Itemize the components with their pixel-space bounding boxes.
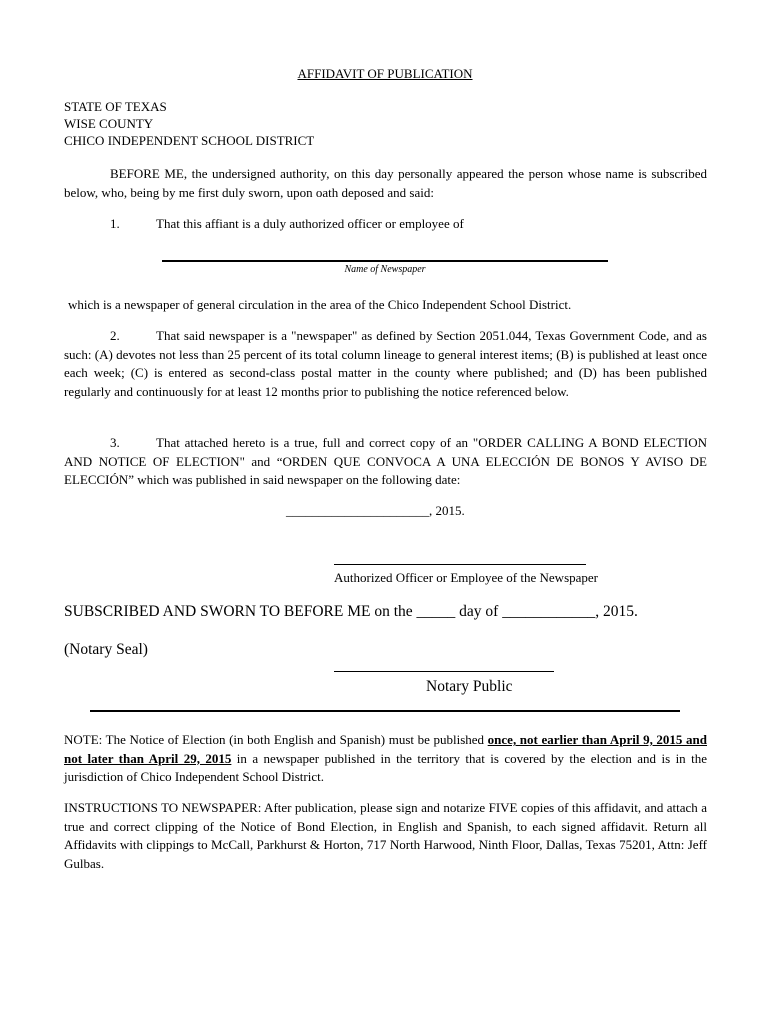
item-2-number: 2. (110, 328, 120, 343)
intro-text: BEFORE ME, the undersigned authority, on this day personally appeared the person whose name is subscribed below, who, being by me first duly sworn, upon oath deposed and said: (64, 166, 707, 200)
notary-seal-label: (Notary Seal) (64, 641, 148, 658)
intro-paragraph (64, 165, 707, 202)
item-3 (64, 434, 707, 490)
note-prefix: NOTE: The Notice of Election (in both English and Spanish) must be published (64, 732, 488, 747)
sworn-statement: SUBSCRIBED AND SWORN TO BEFORE ME on the _____ day of ____________, 2015. (64, 603, 638, 620)
notary-signature-line (334, 671, 554, 672)
item-2-text: That said newspaper is a "newspaper" as defined by Section 2051.044, Texas Government Code, and as such: (A) devotes not less than 25 percent of its total column lineage to general interest items; (B) is published at least once each week; (C) is entered as second-class postal matter in the county where published; and (D) has been published regularly and continuously for at least 12 months prior to publishing the notice referenced below. (64, 328, 707, 399)
newspaper-name-line (162, 260, 608, 262)
header-county: WISE COUNTY (64, 116, 154, 131)
document-title: AFFIDAVIT OF PUBLICATION (297, 66, 473, 81)
item-1-number: 1. (110, 216, 120, 231)
header-state: STATE OF TEXAS (64, 99, 167, 114)
officer-signature-line (334, 564, 586, 565)
item-2 (64, 327, 707, 401)
note-suffix: in a newspaper published in the territory that is covered by the election and is in the jurisdiction of Chico Independent School District. (64, 750, 707, 784)
header-district: CHICO INDEPENDENT SCHOOL DISTRICT (64, 133, 315, 148)
notary-public-label: Notary Public (426, 678, 513, 695)
publication-date-line: ______________________, 2015. (286, 503, 465, 518)
note-paragraph (64, 731, 707, 787)
item-1 (110, 215, 464, 232)
note-emphasis: once, not earlier than April 9, 2015 and not later than April 29, 2015 (64, 732, 708, 766)
officer-caption: Authorized Officer or Employee of the Newspaper (334, 570, 598, 585)
newspaper-name-caption: Name of Newspaper (344, 264, 426, 275)
section-divider (90, 710, 680, 712)
item-3-number: 3. (110, 435, 120, 450)
item-3-text: That attached hereto is a true, full and correct copy of an "ORDER CALLING A BOND ELECTION AND NOTICE OF ELECTION" and “ORDEN QUE CONVOCA A UNA ELECCIÓN DE BONOS Y AVISO DE ELECCIÓN” which was published in said newspaper on the following date: (64, 435, 707, 487)
circulation-text: which is a newspaper of general circulation in the area of the Chico Independent School District. (68, 297, 572, 312)
item-1-text: That this affiant is a duly authorized officer or employee of (156, 216, 464, 231)
instructions-paragraph: INSTRUCTIONS TO NEWSPAPER: After publication, please sign and notarize FIVE copies of this affidavit, and attach a true and correct clipping of the Notice of Bond Election, in English and Spanish, to each signed affidavit. Return all Affidavits with clippings to McCall, Parkhurst & Horton, 717 North Harwood, Ninth Floor, Dallas, Texas 75201, Attn: Jeff Gulbas. (64, 800, 707, 871)
